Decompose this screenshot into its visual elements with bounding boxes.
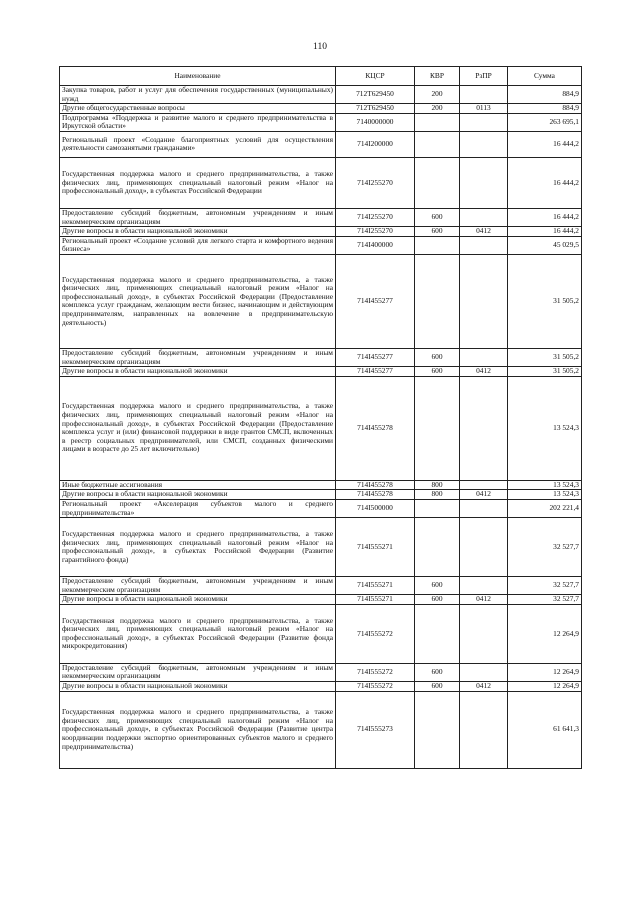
row-name-cell: Другие вопросы в области национальной экономики: [60, 227, 336, 237]
row-sum-cell: 884,9: [508, 86, 582, 104]
row-rzpr-cell: 0412: [460, 682, 508, 692]
row-kcsr-cell: 714I555271: [336, 577, 415, 595]
row-kvr-cell: [415, 604, 460, 663]
row-kvr-cell: 600: [415, 348, 460, 366]
row-name-cell: Предоставление субсидий бюджетным, автономным учреждениям и иным некоммерческим организациям: [60, 348, 336, 366]
row-kcsr-cell: 714I255270: [336, 208, 415, 226]
row-kcsr-cell: 714I455278: [336, 490, 415, 500]
row-name-cell: Другие вопросы в области национальной экономики: [60, 682, 336, 692]
row-kcsr-cell: 714I255270: [336, 227, 415, 237]
row-kvr-cell: 600: [415, 595, 460, 605]
row-name-cell: Региональный проект «Акселерация субъектов малого и среднего предпринимательства»: [60, 499, 336, 517]
row-kvr-cell: 600: [415, 663, 460, 681]
row-name-cell: Другие общегосударственные вопросы: [60, 104, 336, 114]
row-name-cell: Государственная поддержка малого и среднего предпринимательства, а также физических лиц, применяющих специальный налоговый режим «Налог на профессиональный доход», в субъектах Российской Федерации (Развитие гарантийного фонда): [60, 518, 336, 577]
table-row: [60, 113, 582, 131]
row-rzpr-cell: [460, 577, 508, 595]
row-rzpr-cell: [460, 236, 508, 254]
table-row: [60, 208, 582, 226]
row-kcsr-cell: 714I555271: [336, 595, 415, 605]
row-name-cell: Региональный проект «Создание благоприятных условий для осуществления деятельности самозанятыми гражданами»: [60, 131, 336, 157]
table-row: [60, 577, 582, 595]
row-rzpr-cell: 0113: [460, 104, 508, 114]
table-header-row: [60, 67, 582, 86]
row-sum-cell: 884,9: [508, 104, 582, 114]
table-row: [60, 86, 582, 104]
row-name-cell: Другие вопросы в области национальной экономики: [60, 367, 336, 377]
row-rzpr-cell: 0412: [460, 490, 508, 500]
table-row: [60, 254, 582, 348]
row-kcsr-cell: 7140000000: [336, 113, 415, 131]
row-name-cell: Государственная поддержка малого и среднего предпринимательства, а также физических лиц, применяющих специальный налоговый режим «Налог на профессиональный доход», в субъектах Российской Федерации (Развитие фонда микрокредитования): [60, 604, 336, 663]
row-kcsr-cell: 714I500000: [336, 499, 415, 517]
row-kvr-cell: 200: [415, 86, 460, 104]
budget-table: [59, 66, 582, 769]
row-name-cell: Региональный проект «Создание условий для легкого старта и комфортного ведения бизнеса»: [60, 236, 336, 254]
row-sum-cell: 12 264,9: [508, 604, 582, 663]
table-row: [60, 131, 582, 157]
header-kcsr: КЦСР: [336, 67, 415, 86]
row-sum-cell: 32 527,7: [508, 577, 582, 595]
row-rzpr-cell: [460, 348, 508, 366]
row-kvr-cell: 800: [415, 480, 460, 490]
row-kvr-cell: [415, 157, 460, 208]
table-row: [60, 348, 582, 366]
row-kvr-cell: [415, 236, 460, 254]
row-name-cell: Государственная поддержка малого и среднего предпринимательства, а также физических лиц, применяющих специальный налоговый режим «Налог на профессиональный доход», в субъектах Российской Федерации: [60, 157, 336, 208]
row-rzpr-cell: [460, 518, 508, 577]
row-sum-cell: 13 524,3: [508, 376, 582, 480]
row-rzpr-cell: [460, 113, 508, 131]
row-kvr-cell: [415, 131, 460, 157]
row-sum-cell: 13 524,3: [508, 490, 582, 500]
table-row: [60, 490, 582, 500]
table-row: [60, 691, 582, 768]
row-kcsr-cell: 714I555272: [336, 663, 415, 681]
header-rzpr: РзПР: [460, 67, 508, 86]
row-kcsr-cell: 714I455277: [336, 254, 415, 348]
row-name-cell: Подпрограмма «Поддержка и развитие малого и среднего предпринимательства в Иркутской области»: [60, 113, 336, 131]
row-kcsr-cell: 714I555271: [336, 518, 415, 577]
row-name-cell: Государственная поддержка малого и среднего предпринимательства, а также физических лиц, применяющих специальный налоговый режим «Налог на профессиональный доход», в субъектах Российской Федерации (Предоставление комплекса услуг и (или) финансовой поддержки в виде грантов СМСП, включенных в реестр социальных предпринимателей, или СМСП, созданных физическими лицами в возрасте до 25 лет включительно): [60, 376, 336, 480]
row-kcsr-cell: 714I455278: [336, 376, 415, 480]
header-name: Наименование: [60, 67, 336, 86]
row-kcsr-cell: 714I555272: [336, 604, 415, 663]
row-rzpr-cell: [460, 691, 508, 768]
row-sum-cell: 12 264,9: [508, 663, 582, 681]
row-kcsr-cell: 714I400000: [336, 236, 415, 254]
row-sum-cell: 16 444,2: [508, 131, 582, 157]
table-row: [60, 595, 582, 605]
row-sum-cell: 31 505,2: [508, 367, 582, 377]
table-row: [60, 499, 582, 517]
table-row: [60, 480, 582, 490]
header-sum: Сумма: [508, 67, 582, 86]
row-rzpr-cell: [460, 254, 508, 348]
row-rzpr-cell: 0412: [460, 595, 508, 605]
row-rzpr-cell: [460, 131, 508, 157]
row-kvr-cell: [415, 254, 460, 348]
row-rzpr-cell: [460, 663, 508, 681]
row-name-cell: Другие вопросы в области национальной экономики: [60, 595, 336, 605]
table-body: [60, 86, 582, 769]
row-rzpr-cell: [460, 499, 508, 517]
row-kcsr-cell: 714I200000: [336, 131, 415, 157]
row-rzpr-cell: [460, 157, 508, 208]
table-row: [60, 104, 582, 114]
header-kvr: КВР: [415, 67, 460, 86]
row-kcsr-cell: 714I455278: [336, 480, 415, 490]
row-kvr-cell: [415, 518, 460, 577]
row-name-cell: Предоставление субсидий бюджетным, автономным учреждениям и иным некоммерческим организациям: [60, 663, 336, 681]
table-row: [60, 682, 582, 692]
row-kcsr-cell: 714I255270: [336, 157, 415, 208]
row-sum-cell: 32 527,7: [508, 518, 582, 577]
row-kvr-cell: 600: [415, 682, 460, 692]
table-row: [60, 227, 582, 237]
row-name-cell: Государственная поддержка малого и среднего предпринимательства, а также физических лиц, применяющих специальный налоговый режим «Налог на профессиональный доход», в субъектах Российской Федерации (Предоставление комплекса услуг гражданам, желающим вести бизнес, начинающим и действующим предпринимателям, направленных на вовлечение в предпринимательскую деятельность): [60, 254, 336, 348]
row-sum-cell: 202 221,4: [508, 499, 582, 517]
row-kcsr-cell: 714I555272: [336, 682, 415, 692]
row-name-cell: Государственная поддержка малого и среднего предпринимательства, а также физических лиц, применяющих специальный налоговый режим «Налог на профессиональный доход», в субъектах Российской Федерации (Развитие центра координации поддержки экспортно ориентированных субъектов малого и среднего предпринимательства): [60, 691, 336, 768]
row-sum-cell: 31 505,2: [508, 348, 582, 366]
row-sum-cell: 263 695,1: [508, 113, 582, 131]
row-rzpr-cell: [460, 376, 508, 480]
row-rzpr-cell: 0412: [460, 367, 508, 377]
row-sum-cell: 32 527,7: [508, 595, 582, 605]
row-kvr-cell: 600: [415, 208, 460, 226]
row-sum-cell: 16 444,2: [508, 208, 582, 226]
row-name-cell: Предоставление субсидий бюджетным, автономным учреждениям и иным некоммерческим организациям: [60, 577, 336, 595]
row-kcsr-cell: 712Т629450: [336, 86, 415, 104]
row-kcsr-cell: 712Т629450: [336, 104, 415, 114]
row-kvr-cell: 600: [415, 577, 460, 595]
row-kcsr-cell: 714I555273: [336, 691, 415, 768]
row-sum-cell: 45 029,5: [508, 236, 582, 254]
table-row: [60, 157, 582, 208]
row-name-cell: Закупка товаров, работ и услуг для обеспечения государственных (муниципальных) нужд: [60, 86, 336, 104]
row-kvr-cell: [415, 113, 460, 131]
row-sum-cell: 12 264,9: [508, 682, 582, 692]
row-kvr-cell: 800: [415, 490, 460, 500]
row-kvr-cell: [415, 691, 460, 768]
table-row: [60, 236, 582, 254]
row-sum-cell: 31 505,2: [508, 254, 582, 348]
table-row: [60, 663, 582, 681]
row-name-cell: Предоставление субсидий бюджетным, автономным учреждениям и иным некоммерческим организациям: [60, 208, 336, 226]
row-sum-cell: 16 444,2: [508, 157, 582, 208]
row-rzpr-cell: [460, 208, 508, 226]
table-row: [60, 518, 582, 577]
row-kvr-cell: 200: [415, 104, 460, 114]
row-kvr-cell: [415, 376, 460, 480]
row-kvr-cell: [415, 499, 460, 517]
row-rzpr-cell: [460, 86, 508, 104]
row-sum-cell: 61 641,3: [508, 691, 582, 768]
row-kvr-cell: 600: [415, 367, 460, 377]
row-kcsr-cell: 714I455277: [336, 367, 415, 377]
row-kcsr-cell: 714I455277: [336, 348, 415, 366]
row-sum-cell: 16 444,2: [508, 227, 582, 237]
table-row: [60, 367, 582, 377]
row-sum-cell: 13 524,3: [508, 480, 582, 490]
table-row: [60, 604, 582, 663]
row-name-cell: Иные бюджетные ассигнования: [60, 480, 336, 490]
row-rzpr-cell: 0412: [460, 227, 508, 237]
row-kvr-cell: 600: [415, 227, 460, 237]
row-rzpr-cell: [460, 604, 508, 663]
page-number: 110: [313, 42, 327, 52]
table-row: [60, 376, 582, 480]
row-name-cell: Другие вопросы в области национальной экономики: [60, 490, 336, 500]
row-rzpr-cell: [460, 480, 508, 490]
